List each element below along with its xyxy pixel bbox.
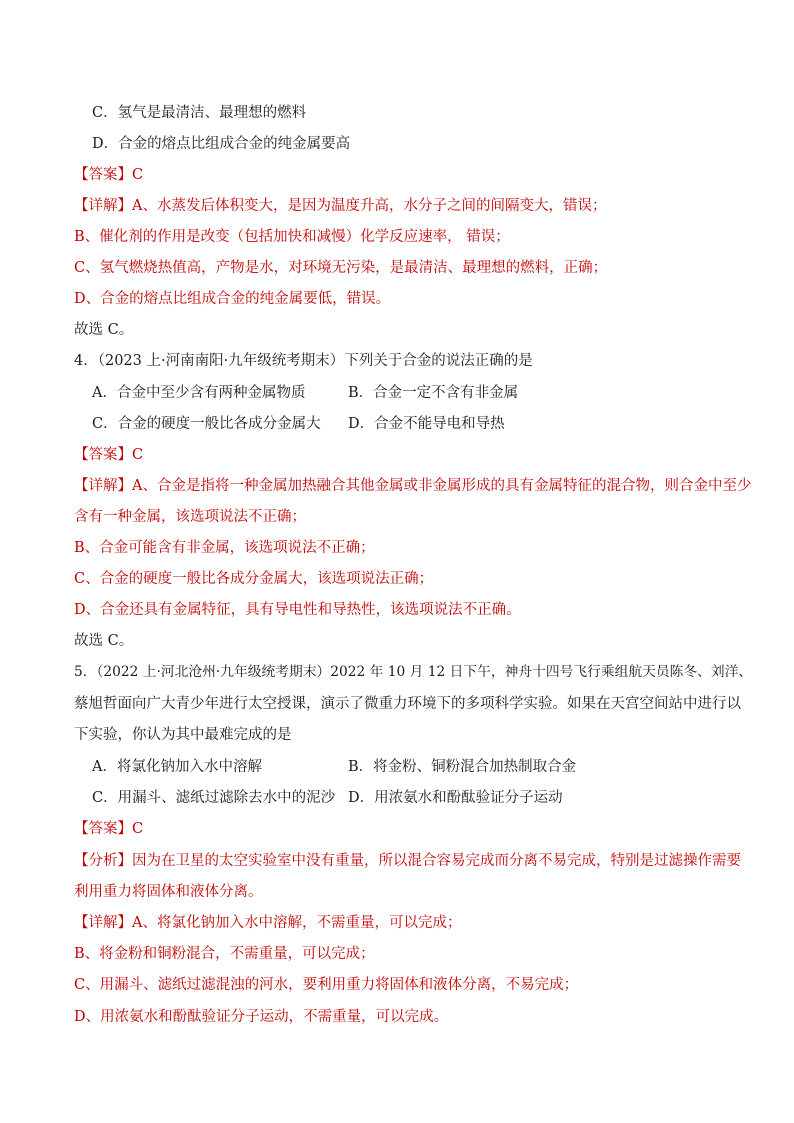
question-5-stem-3: 下实验，你认为其中最难完成的是 xyxy=(74,727,292,743)
question-4-stem: 4．（2023 上·河南南阳·九年级统考期末）下列关于合金的说法正确的是 xyxy=(74,353,533,369)
detail-text: A、将氯化钠加入水中溶解，不需重量，可以完成； xyxy=(132,915,462,931)
question-5-stem: 5．（2022 上·河北沧州·九年级统考期末）2022 年 10 月 12 日下午，神舟十四号飞行乘组航天员陈冬、刘洋、 xyxy=(74,664,753,680)
q4-detail-b: B、合金可能含有非金属，该选项说法不正确； xyxy=(74,540,375,556)
q5-option-d: D．用浓氨水和酚酞验证分子运动 xyxy=(348,790,563,806)
detail-line xyxy=(74,196,606,216)
q4-detail-line xyxy=(74,476,751,496)
answer-tag: 【答案】 xyxy=(74,167,132,183)
q5-answer-line xyxy=(74,819,143,839)
answer-value: C xyxy=(132,447,144,463)
q5-detail-b: B、将金粉和铜粉混合，不需重量，可以完成； xyxy=(74,946,375,962)
analysis-tag: 【分析】 xyxy=(74,853,132,869)
q5-option-a: A．将氯化钠加入水中溶解 xyxy=(92,759,262,775)
q5-option-c: C．用漏斗、滤纸过滤除去水中的泥沙 xyxy=(92,790,336,806)
q5-detail-c: C、用漏斗、滤纸过滤混浊的河水，要利用重力将固体和液体分离，不易完成； xyxy=(74,977,579,993)
detail-tag: 【详解】 xyxy=(74,915,132,931)
detail-d: D、合金的熔点比组成合金的纯金属要低，错误。 xyxy=(74,291,391,307)
answer-tag: 【答案】 xyxy=(74,821,132,837)
q5-option-b: B．将金粉、铜粉混合加热制取合金 xyxy=(348,759,577,775)
question-5-stem-2: 蔡旭哲面向广大青少年进行太空授课，演示了微重力环境下的多项科学实验。如果在天宫空间站中进行以 xyxy=(74,696,741,712)
detail-tag: 【详解】 xyxy=(74,478,132,494)
answer-value: C xyxy=(132,167,144,183)
q5-detail-line xyxy=(74,913,461,933)
q5-detail-d: D、用浓氨水和酚酞验证分子运动，不需重量，可以完成。 xyxy=(74,1009,449,1025)
q4-option-d: D．合金不能导电和导热 xyxy=(348,416,505,432)
option-d: D．合金的熔点比组成合金的纯金属要高 xyxy=(92,136,351,152)
q4-option-a: A．合金中至少含有两种金属物质 xyxy=(92,385,306,401)
detail-tag: 【详解】 xyxy=(74,198,132,214)
analysis-text: 因为在卫星的太空实验室中没有重量，所以混合容易完成而分离不易完成，特别是过滤操作需要 xyxy=(132,853,741,869)
q4-answer-line xyxy=(74,445,143,465)
answer-line xyxy=(74,165,143,185)
option-c: C．氢气是最清洁、最理想的燃料 xyxy=(92,105,307,121)
q4-detail-c: C、合金的硬度一般比各成分金属大，该选项说法正确； xyxy=(74,571,434,587)
conclusion: 故选 C。 xyxy=(74,322,134,338)
q4-option-b: B．合金一定不含有非金属 xyxy=(348,385,519,401)
q4-detail-a-cont: 含有一种金属，该选项说法不正确； xyxy=(74,509,306,525)
detail-text: A、水蒸发后体积变大，是因为温度升高，水分子之间的间隔变大，错误； xyxy=(132,198,607,214)
detail-b: B、催化剂的作用是改变（包括加快和减慢）化学反应速率， 错误； xyxy=(74,229,510,245)
answer-tag: 【答案】 xyxy=(74,447,132,463)
detail-text: A、合金是指将一种金属加热融合其他金属或非金属形成的具有金属特征的混合物，则合金中至少 xyxy=(132,478,752,494)
q4-option-c: C．合金的硬度一般比各成分金属大 xyxy=(92,416,321,432)
answer-value: C xyxy=(132,821,144,837)
q4-conclusion: 故选 C。 xyxy=(74,633,134,649)
q4-detail-d: D、合金还具有金属特征，具有导电性和导热性，该选项说法不正确。 xyxy=(74,602,521,618)
q5-analysis-line xyxy=(74,851,741,871)
detail-c: C、氢气燃烧热值高，产物是水，对环境无污染，是最清洁、最理想的燃料，正确； xyxy=(74,260,608,276)
q5-analysis-cont: 利用重力将固体和液体分离。 xyxy=(74,884,263,900)
